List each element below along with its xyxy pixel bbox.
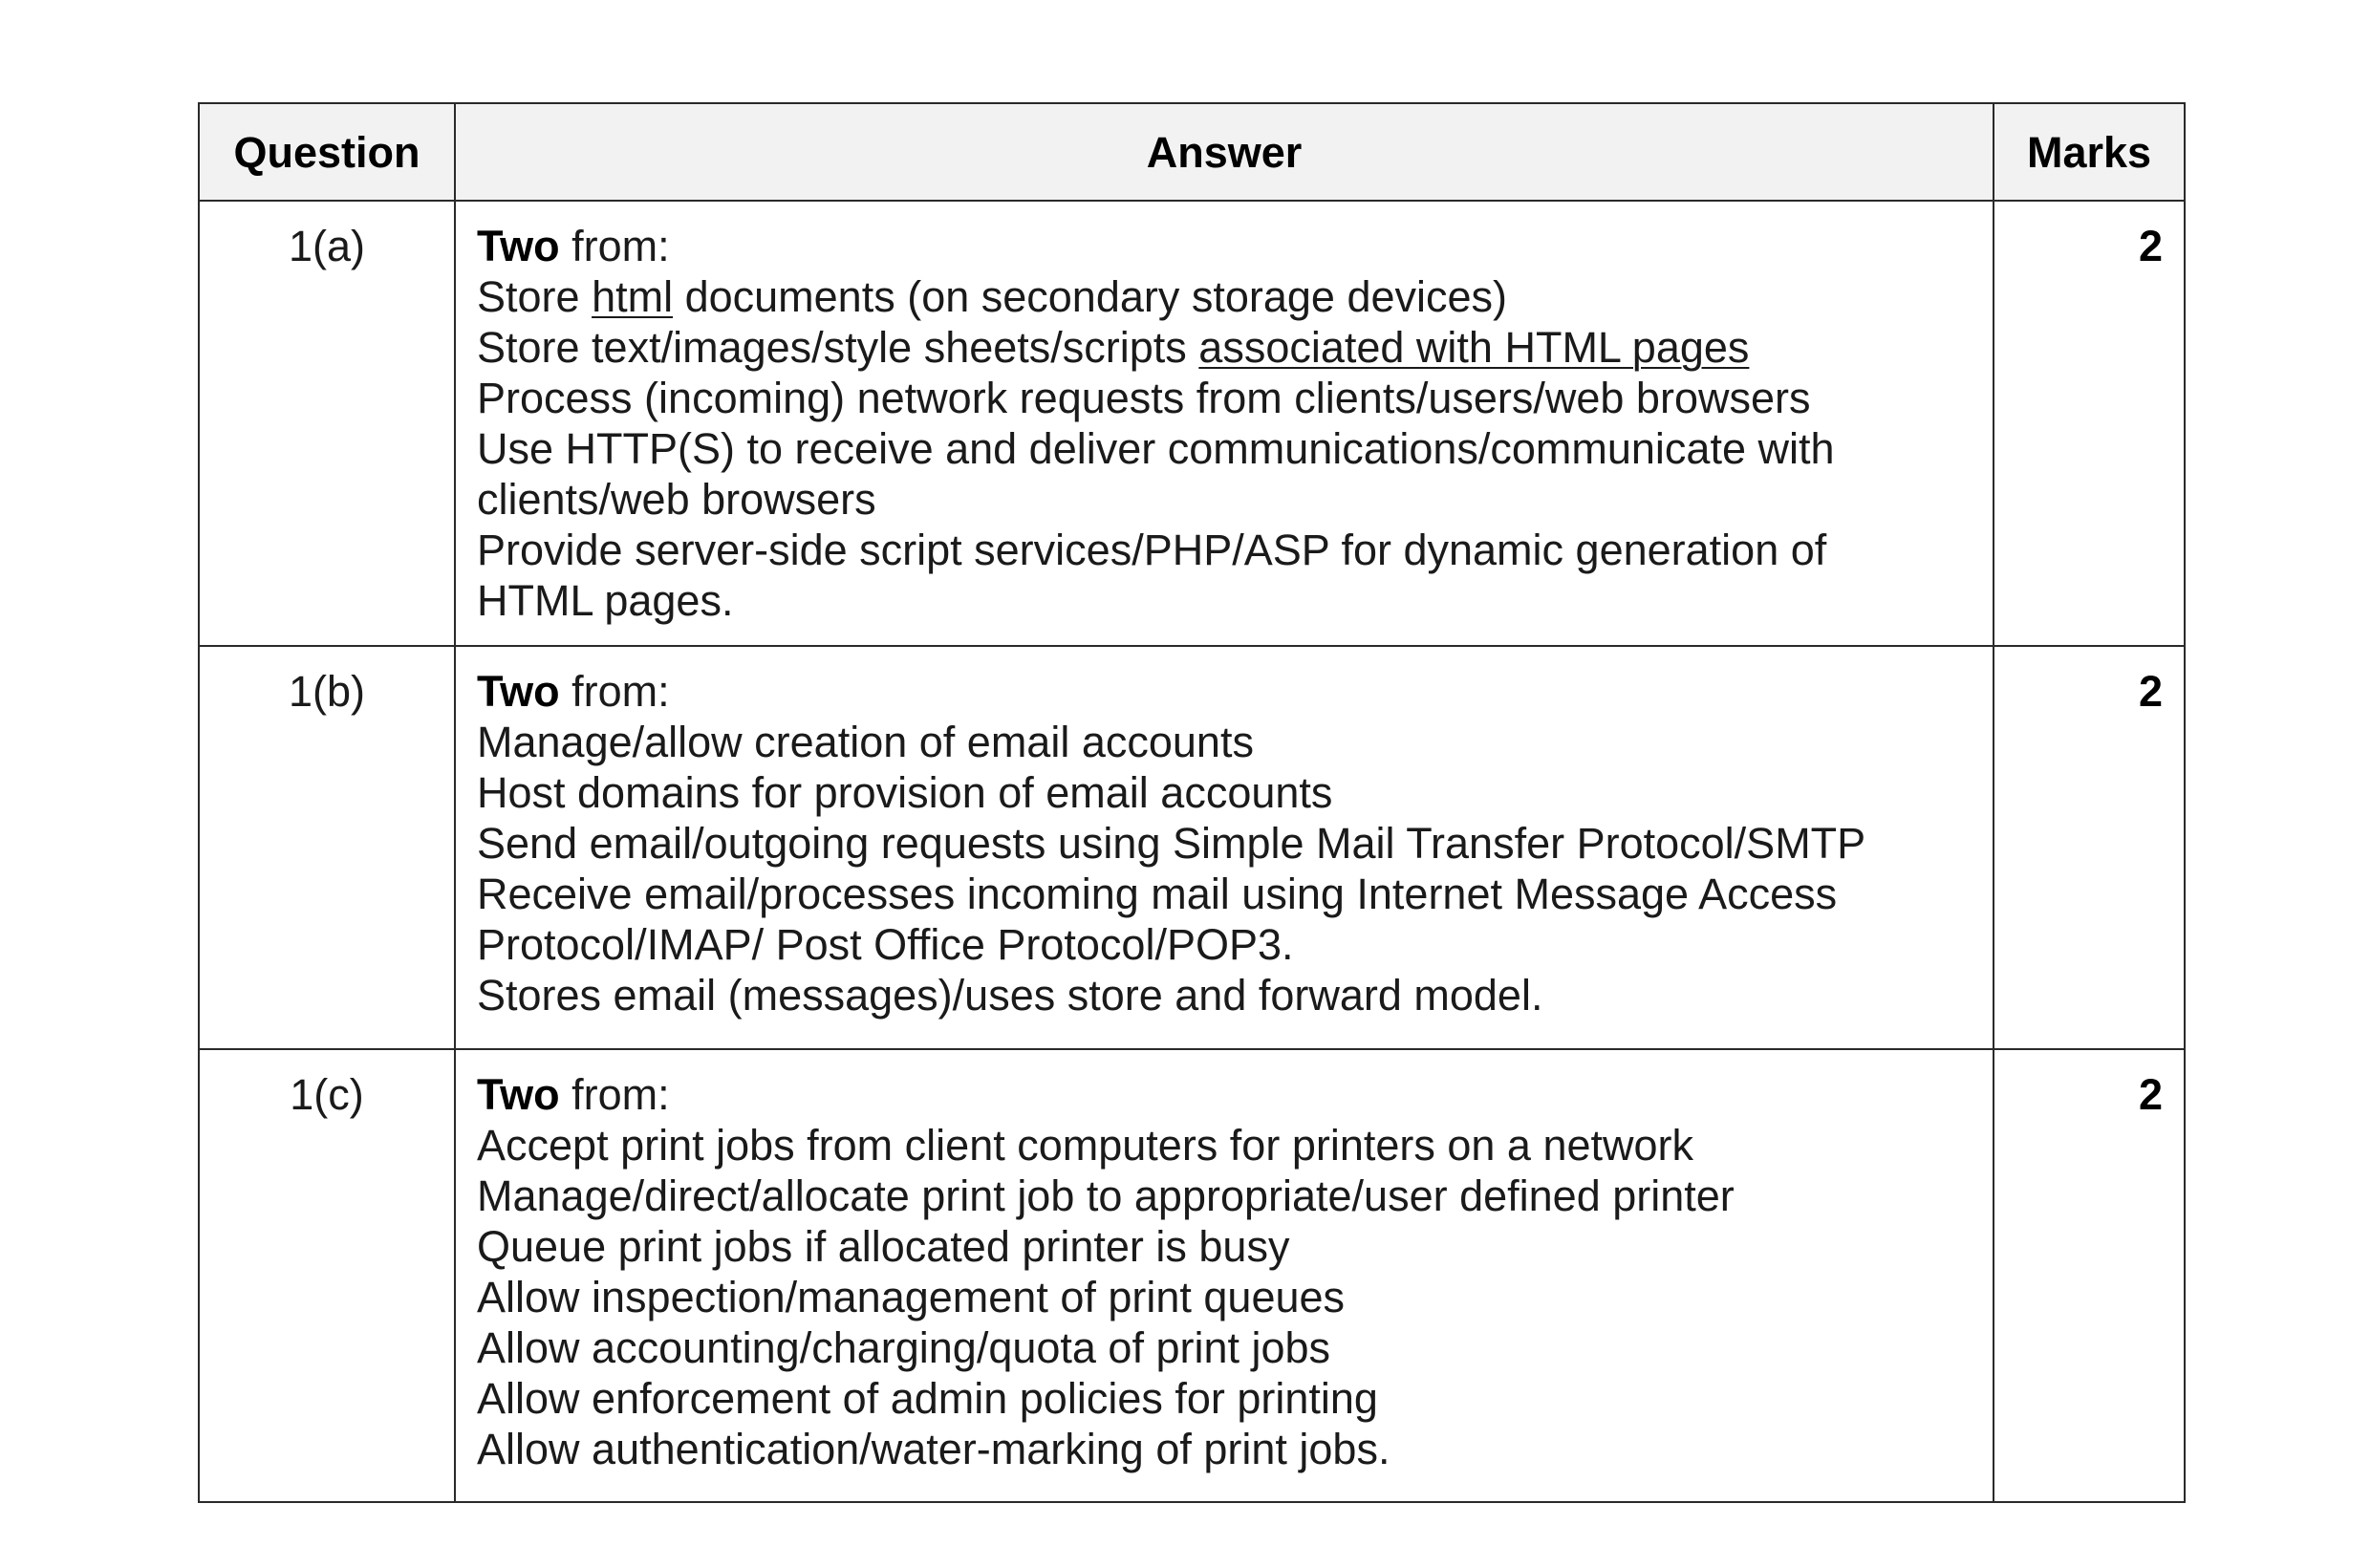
question-number: 1(c) [199, 1049, 455, 1502]
underlined-text: html [592, 272, 674, 321]
answer-line [477, 322, 1973, 373]
answer-lead-bold: Two [477, 667, 560, 716]
answer-line [477, 271, 1973, 322]
question-column-header: Question [199, 103, 455, 201]
question-number: 1(a) [199, 201, 455, 646]
marks-column-header: Marks [1994, 103, 2185, 201]
answer-lead [477, 666, 1973, 717]
answer-lead [477, 1069, 1973, 1120]
answer-line: Accept print jobs from client computers for printers on a network [477, 1121, 1694, 1170]
answer-line: clients/web browsers [477, 475, 876, 524]
answer-lead-rest: from: [559, 1070, 670, 1119]
mark-scheme-table [198, 102, 2186, 1503]
answer-cell [455, 1049, 1994, 1502]
answer-lead [477, 221, 1973, 271]
answer-line: Allow inspection/management of print queues [477, 1273, 1346, 1321]
answer-line: Stores email (messages)/uses store and forward model. [477, 971, 1543, 1020]
answer-text: Store [477, 272, 593, 321]
underlined-text: associated with HTML pages [1198, 323, 1750, 372]
answer-line: Queue print jobs if allocated printer is busy [477, 1222, 1290, 1271]
answer-text: documents (on secondary storage devices) [673, 272, 1508, 321]
question-number: 1(b) [199, 646, 455, 1049]
answer-line: Manage/direct/allocate print job to appropriate/user defined printer [477, 1171, 1735, 1220]
answer-column-header: Answer [455, 103, 1994, 201]
answer-line: Use HTTP(S) to receive and deliver communications/communicate with [477, 424, 1835, 473]
answer-line: Process (incoming) network requests from clients/users/web browsers [477, 374, 1811, 422]
table-row [199, 201, 2185, 646]
answer-lead-bold: Two [477, 222, 560, 270]
answer-cell [455, 201, 1994, 646]
answer-line: Manage/allow creation of email accounts [477, 718, 1254, 766]
answer-line: Provide server-side script services/PHP/ASP for dynamic generation of [477, 526, 1827, 574]
answer-lead-rest: from: [559, 222, 670, 270]
answer-line: Host domains for provision of email accounts [477, 768, 1333, 817]
answer-cell [455, 646, 1994, 1049]
marks-value: 2 [1994, 646, 2185, 1049]
answer-line: Send email/outgoing requests using Simple Mail Transfer Protocol/SMTP [477, 819, 1866, 868]
answer-line: Allow enforcement of admin policies for printing [477, 1374, 1378, 1423]
answer-line: Protocol/IMAP/ Post Office Protocol/POP3. [477, 920, 1294, 969]
marks-value: 2 [1994, 1049, 2185, 1502]
answer-lead-rest: from: [559, 667, 670, 716]
table-header-row [199, 103, 2185, 201]
table-row [199, 1049, 2185, 1502]
answer-lead-bold: Two [477, 1070, 560, 1119]
answer-line: Receive email/processes incoming mail using Internet Message Access [477, 870, 1838, 918]
answer-text: Store text/images/style sheets/scripts [477, 323, 1199, 372]
table-row [199, 646, 2185, 1049]
answer-line: Allow authentication/water-marking of print jobs. [477, 1425, 1390, 1473]
marks-value: 2 [1994, 201, 2185, 646]
answer-line: Allow accounting/charging/quota of print jobs [477, 1323, 1331, 1372]
answer-line: HTML pages. [477, 576, 734, 625]
